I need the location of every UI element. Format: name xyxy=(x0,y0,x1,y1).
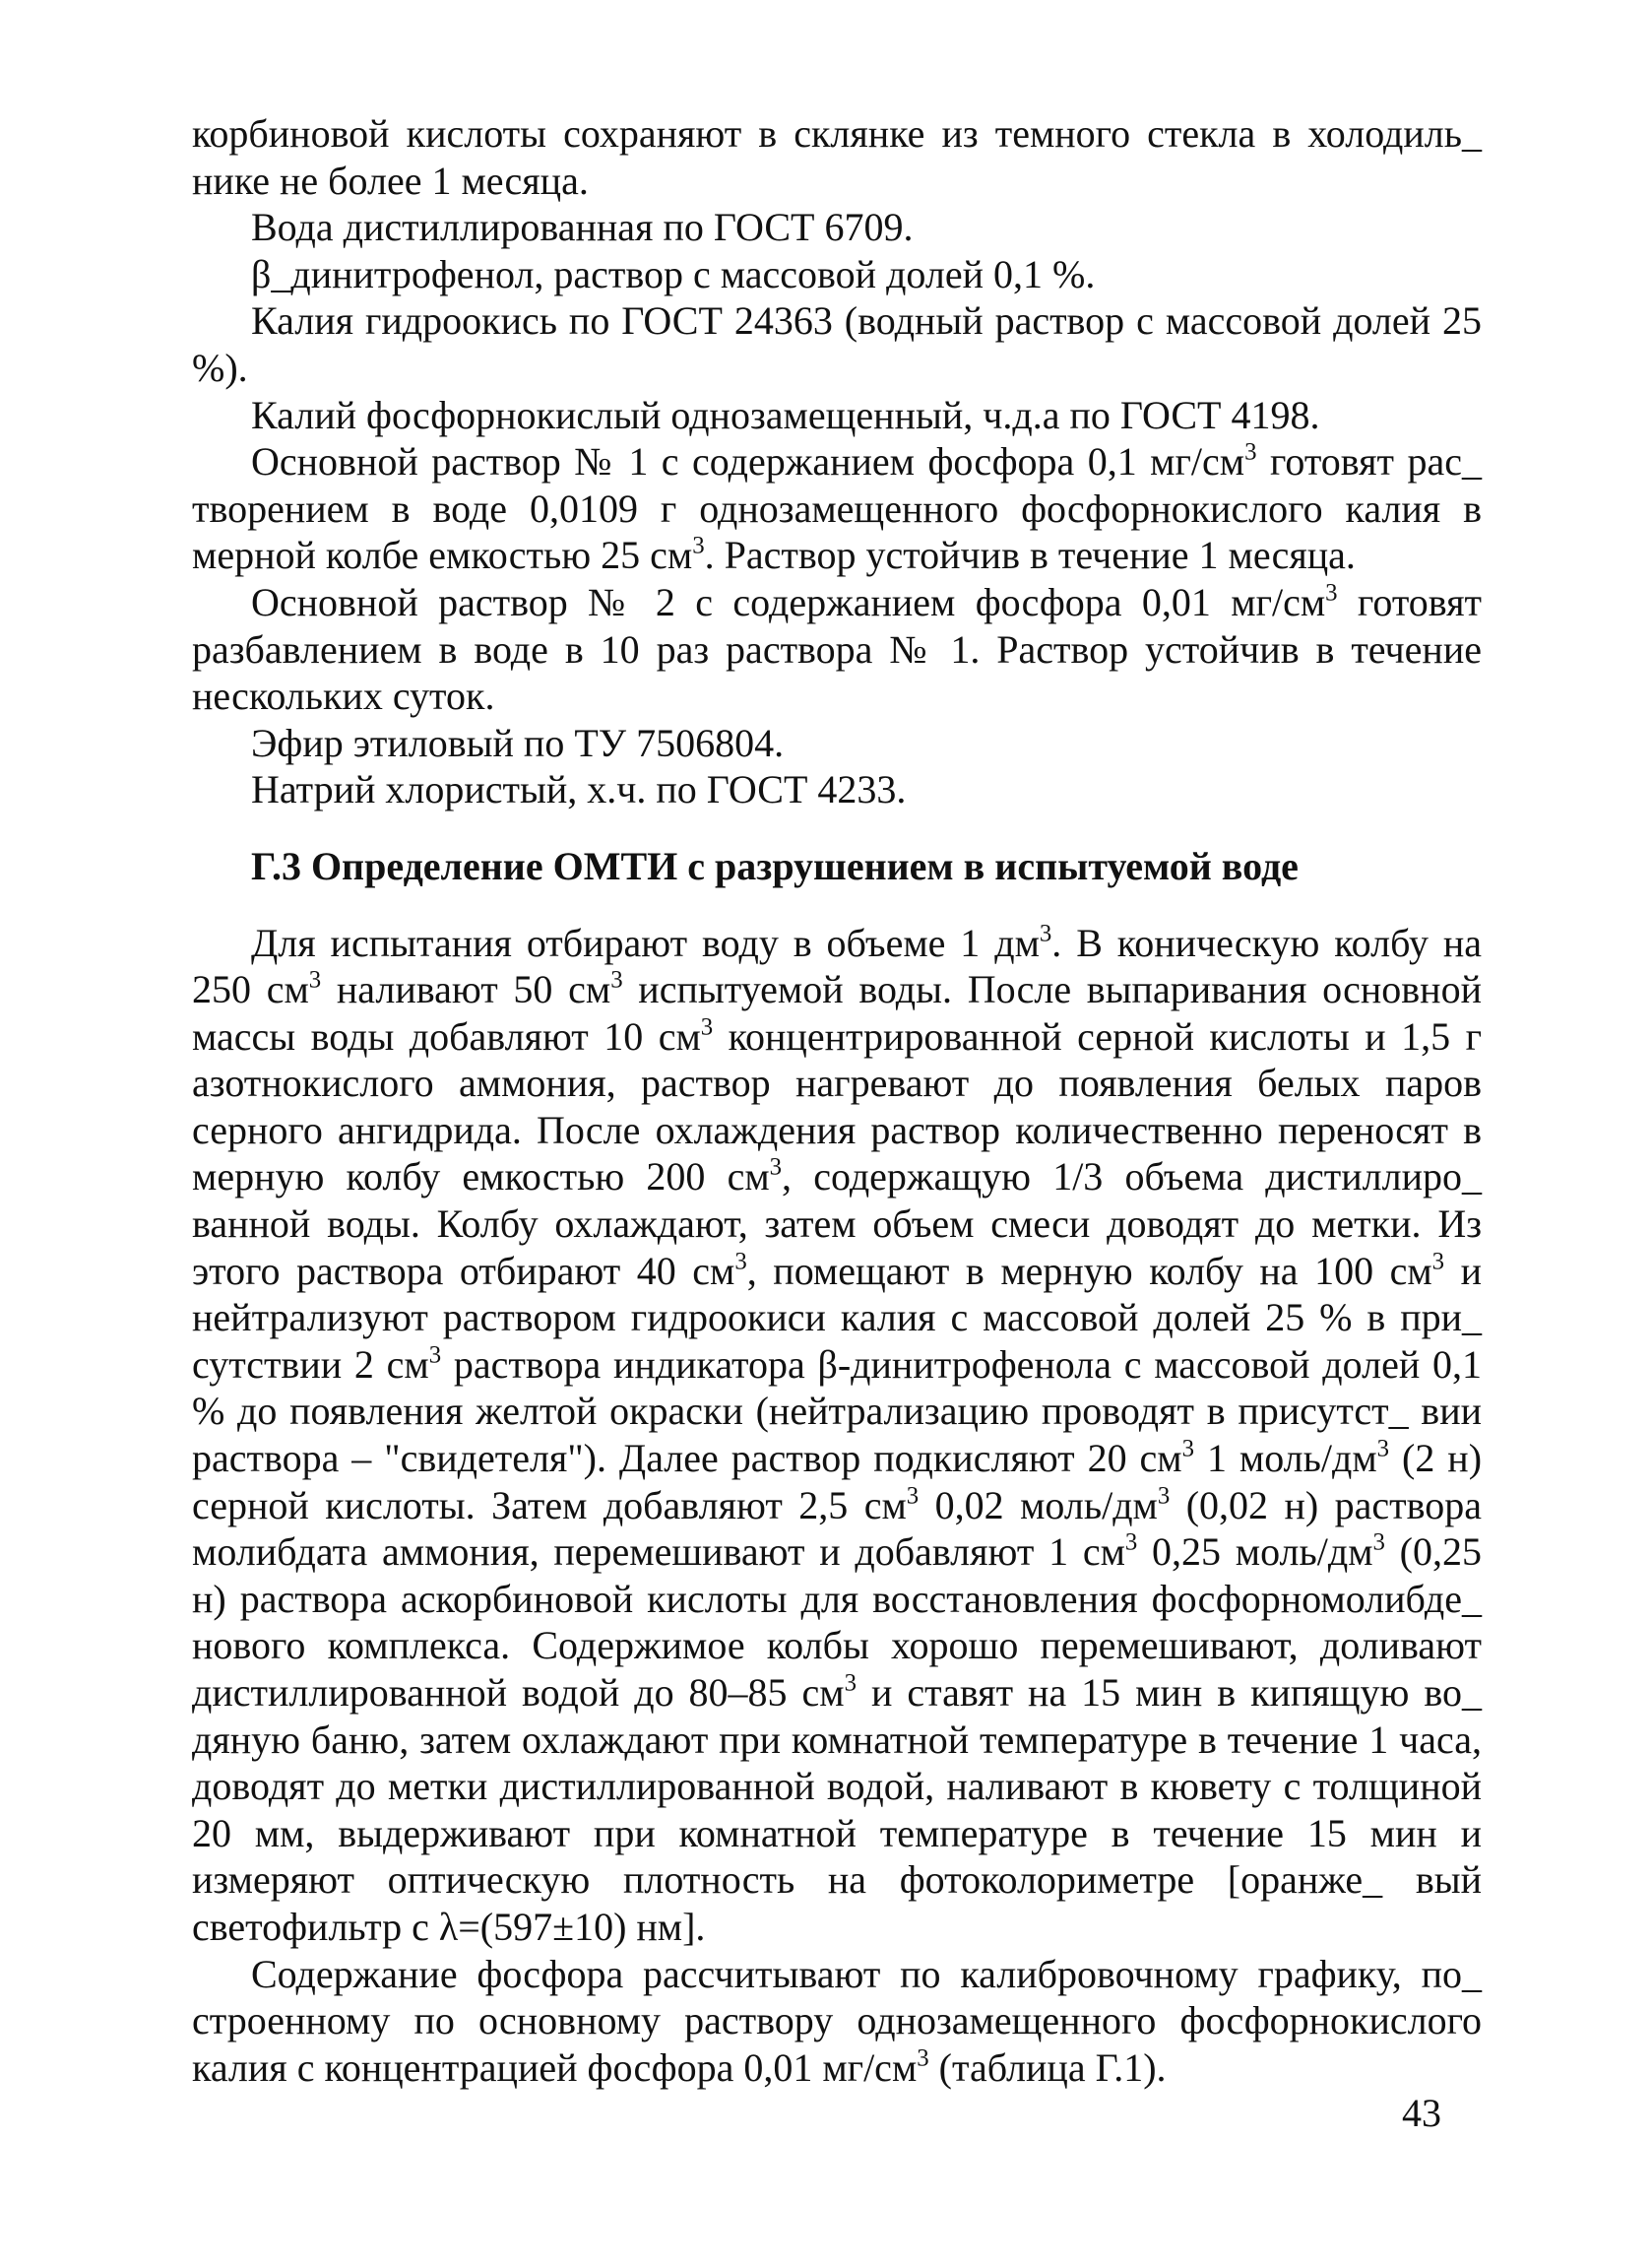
text-run: 1 моль/дм xyxy=(1194,1436,1377,1481)
text-run: 0,25 моль/дм xyxy=(1137,1529,1373,1575)
text-run: . Раствор устойчив в течение 1 месяца. xyxy=(704,533,1356,578)
superscript: 3 xyxy=(1431,1248,1445,1275)
superscript: 3 xyxy=(428,1341,442,1369)
superscript: 3 xyxy=(1244,438,1257,466)
section-heading: Г.3 Определение ОМТИ с разрушением в испытуемой воде xyxy=(251,843,1299,888)
superscript: 3 xyxy=(692,532,705,559)
text-run: раствора индикатора β-динитрофенола с массовой долей 0,1 % до появления желтой окраски (нейтрализацию проводят в присутст_ вии раствора – "свидетеля"). Далее раствор подкисляют 20 см xyxy=(192,1341,1482,1481)
text-run: (таблица Г.1). xyxy=(928,2044,1167,2090)
superscript: 3 xyxy=(308,966,322,994)
superscript: 3 xyxy=(844,1669,857,1697)
superscript: 3 xyxy=(1376,1435,1390,1462)
superscript: 3 xyxy=(734,1248,747,1275)
text-run: Основной раствор № 1 с содержанием фосфора 0,1 мг/см xyxy=(251,439,1245,485)
text-run: готовят разбавлением в воде в 10 раз раствора № 1. Раствор устойчив в течение нескольких суток. xyxy=(192,579,1483,719)
text-run: Для испытания отбирают воду в объеме 1 дм xyxy=(251,920,1040,965)
text-run: . В коническую колбу на 250 см xyxy=(192,920,1483,1012)
document-body xyxy=(192,110,1482,2091)
superscript: 3 xyxy=(1124,1528,1138,1556)
paragraph-ethyl-ether: Эфир этиловый по ТУ 7506804. xyxy=(251,720,785,765)
superscript: 3 xyxy=(610,966,623,994)
superscript: 3 xyxy=(1157,1482,1171,1510)
text-run: , содержащую 1/3 объема дистиллиро_ ванной воды. Колбу охлаждают, затем объем смеси доводят до метки. Из этого раствора отбирают 40 см xyxy=(192,1154,1482,1293)
text-run: 0,02 моль/дм xyxy=(919,1482,1158,1527)
paragraph-calculation xyxy=(192,1951,1482,2092)
text-run: , помещают в мерную колбу на 100 см xyxy=(746,1248,1432,1293)
text-run: (0,02 н) раствора молибдата аммония, перемешивают и добавляют 1 см xyxy=(192,1482,1482,1575)
superscript: 3 xyxy=(700,1013,714,1041)
page-number: 43 xyxy=(1402,2091,1441,2135)
paragraph-stock-solution-1 xyxy=(192,438,1482,579)
paragraph-test-procedure xyxy=(192,920,1482,1951)
superscript: 3 xyxy=(1039,920,1052,947)
superscript: 3 xyxy=(1372,1528,1385,1556)
text-run: наливают 50 см xyxy=(321,967,611,1012)
paragraph-sodium-chloride: Натрий хлористый, х.ч. по ГОСТ 4233. xyxy=(251,767,907,812)
text-run: и ставят на 15 мин в кипящую во_ дяную баню, затем охлаждают при комнатной температуре в течение 1 часа, доводят до метки дистиллированной водой, наливают в кювету с толщиной 20 мм, выдерживают при комнатной температуре в течение 15 мин и измеряют оптическую плотность на фотоколориметре [оранже_ вый светофильтр с λ=(597±10) нм]. xyxy=(192,1670,1483,1949)
superscript: 3 xyxy=(917,2044,929,2072)
superscript: 3 xyxy=(1181,1435,1195,1462)
text-run: концентрированной серной кислоты и 1,5 г азотнокислого аммония, раствор нагревают до появления белых паров серного ангидрида. После охлаждения раствор количественно переносят в мерную колбу емкостью 200 см xyxy=(192,1013,1482,1199)
text-run: Содержание фосфора рассчитывают по калибровочному графику, по_ строенному по основному раствору однозамещенного фосфорнокислого калия с концентрацией фосфора 0,01 мг/см xyxy=(192,1951,1482,2090)
superscript: 3 xyxy=(769,1154,783,1182)
text-run: испытуемой воды. После выпаривания основной массы воды добавляют 10 см xyxy=(192,967,1482,1059)
text-run: (2 н) серной кислоты. Затем добавляют 2,5 см xyxy=(192,1436,1483,1527)
superscript: 3 xyxy=(1325,579,1338,607)
paragraph-potassium-hydroxide: Калия гидроокись по ГОСТ 24363 (водный раствор с массовой долей 25 %). xyxy=(192,298,1482,390)
paragraph-dinitrophenol: β_динитрофенол, раствор с массовой долей 0,1 %. xyxy=(251,251,1096,296)
text-run: Основной раствор № 2 с содержанием фосфора 0,01 мг/см xyxy=(251,579,1326,624)
paragraph-potassium-phosphate: Калий фосфорнокислый однозамещенный, ч.д.а по ГОСТ 4198. xyxy=(251,392,1320,437)
paragraph-stock-solution-2 xyxy=(192,579,1482,720)
text-run: и нейтрализуют раствором гидроокиси калия с массовой долей 25 % в при_ сутствии 2 см xyxy=(192,1248,1483,1387)
text-run: готовят рас_ творением в воде 0,0109 г однозамещенного фосфорнокислого калия в мерной колбе емкостью 25 см xyxy=(192,439,1482,578)
paragraph-distilled-water: Вода дистиллированная по ГОСТ 6709. xyxy=(251,205,914,250)
text-run: (0,25 н) раствора аскорбиновой кислоты для восстановления фосфорномолибде_ нового комплекса. Содержимое колбы хорошо перемешивают, доливают дистиллированной водой до 80–85 см xyxy=(192,1529,1483,1715)
paragraph-ascorbic-storage: корбиновой кислоты сохраняют в склянке из темного стекла в холодиль_ нике не более 1 месяца. xyxy=(192,111,1482,203)
superscript: 3 xyxy=(906,1482,920,1510)
